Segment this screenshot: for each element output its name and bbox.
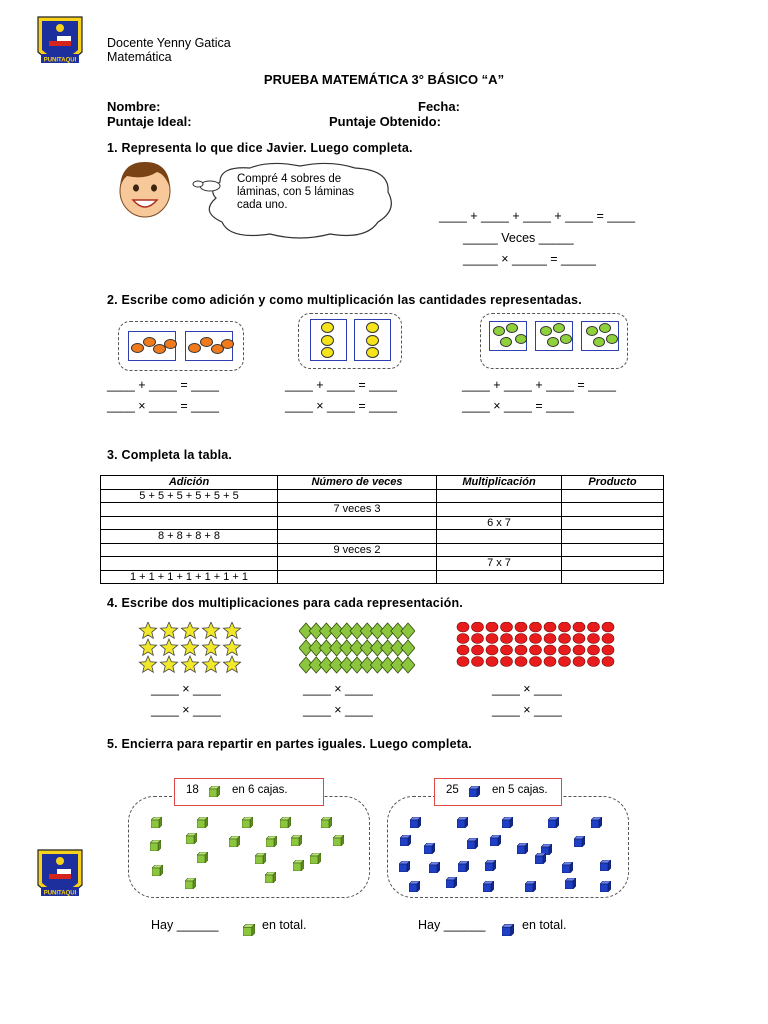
blue-cube-icon: [400, 833, 411, 851]
green-dot: [540, 326, 552, 336]
field-fecha: Fecha:: [418, 99, 460, 114]
green-cube-icon: [209, 786, 219, 796]
svg-text:PUNITAQUI: PUNITAQUI: [43, 890, 77, 897]
diamond-icon: [401, 623, 415, 639]
red-dot: [588, 634, 600, 644]
table-cell: 7 veces 3: [278, 503, 437, 517]
green-cube-icon: [151, 815, 162, 833]
red-dot: [486, 634, 498, 644]
green-cube-icon: [310, 851, 321, 869]
orange-dot: [164, 339, 177, 349]
left-label: en 6 cajas.: [232, 784, 288, 796]
school-logo: [35, 14, 85, 72]
blue-cube-icon: [424, 841, 435, 859]
right-count: 25: [446, 784, 459, 796]
red-dot: [501, 634, 513, 644]
green-dot: [493, 326, 505, 336]
question-4-title: 4. Escribe dos multiplicaciones para cada representación.: [107, 596, 463, 610]
green-cube-icon: [197, 850, 208, 868]
blue-cube-icon: [446, 875, 457, 893]
red-dot: [472, 622, 484, 632]
green-dot: [515, 334, 527, 344]
red-dot: [486, 645, 498, 655]
green-dot: [599, 323, 611, 333]
red-dot: [588, 645, 600, 655]
table-cell: 9 veces 2: [278, 543, 437, 557]
star-icon: [160, 656, 177, 672]
red-dot: [501, 657, 513, 667]
table-cell[interactable]: [562, 543, 664, 557]
red-dot: [573, 634, 585, 644]
green-cube-icon: [229, 834, 240, 852]
green-cube-icon: [243, 923, 254, 934]
table-cell[interactable]: [562, 516, 664, 530]
green-cube-icon: [280, 815, 291, 833]
left-count: 18: [186, 784, 199, 796]
red-dot: [457, 657, 469, 667]
subject-name: Matemática: [107, 50, 172, 64]
red-dot: [486, 657, 498, 667]
svg-text:PUNITAQUI: PUNITAQUI: [43, 57, 77, 64]
q4-c1-blank: ____ × ____: [492, 682, 562, 696]
q4-b1-blank: ____ × ____: [303, 682, 373, 696]
red-dot: [573, 657, 585, 667]
table-cell: 7 x 7: [437, 557, 562, 571]
red-dot: [544, 634, 556, 644]
teacher-name: Docente Yenny Gatica: [107, 36, 231, 50]
red-dot: [544, 622, 556, 632]
blue-cube-icon: [490, 833, 501, 851]
table-cell[interactable]: [437, 530, 562, 544]
yellow-dot: [321, 335, 334, 346]
q1-multiplication-blank: _____ × _____ = _____: [463, 252, 596, 266]
right-prompt-box: [434, 778, 562, 806]
table-cell[interactable]: [278, 489, 437, 503]
green-cube-icon: [265, 870, 276, 888]
blue-cube-icon: [467, 836, 478, 854]
star-icon: [202, 656, 219, 672]
green-cube-icon: [291, 833, 302, 851]
star-icon: [181, 622, 198, 638]
red-dot: [544, 645, 556, 655]
red-dot: [530, 622, 542, 632]
table-row: [101, 489, 664, 503]
field-puntaje-ideal: Puntaje Ideal:: [107, 114, 192, 129]
right-en-total: en total.: [522, 918, 567, 932]
g1-add-blank: ____ + ____ = ____: [107, 378, 219, 392]
red-dot: [559, 634, 571, 644]
diamond-icon: [401, 657, 415, 673]
blue-cube-icon: [548, 815, 559, 833]
star-icon: [139, 622, 156, 638]
blue-cube-icon: [458, 859, 469, 877]
table-cell[interactable]: [562, 570, 664, 584]
red-dot: [486, 622, 498, 632]
table-cell: 5 + 5 + 5 + 5 + 5 + 5: [101, 489, 278, 503]
red-dot: [602, 657, 614, 667]
table-cell[interactable]: [101, 503, 278, 517]
star-icon: [181, 639, 198, 655]
red-dot: [559, 622, 571, 632]
left-prompt-box: [174, 778, 324, 806]
red-dot: [602, 622, 614, 632]
red-dot: [530, 657, 542, 667]
table-cell[interactable]: [101, 557, 278, 571]
green-dot: [593, 337, 605, 347]
red-dot: [515, 634, 527, 644]
table-header-row: [101, 476, 664, 490]
red-dot: [530, 634, 542, 644]
table-cell[interactable]: [278, 557, 437, 571]
blue-cube-icon: [565, 876, 576, 894]
question-1-title: 1. Representa lo que dice Javier. Luego completa.: [107, 141, 413, 155]
table-cell[interactable]: [437, 570, 562, 584]
field-nombre: Nombre:: [107, 99, 161, 114]
red-dot: [472, 634, 484, 644]
red-dot: [559, 645, 571, 655]
star-icon: [202, 622, 219, 638]
table-row: [101, 530, 664, 544]
star-icon: [139, 639, 156, 655]
yellow-dot: [321, 322, 334, 333]
orange-dot: [188, 343, 201, 353]
table-cell[interactable]: [437, 503, 562, 517]
green-cube-icon: [186, 831, 197, 849]
red-dot: [515, 645, 527, 655]
question-2-title: 2. Escribe como adición y como multiplicación las cantidades representadas.: [107, 293, 582, 307]
table-cell[interactable]: [278, 530, 437, 544]
q4-a1-blank: ____ × ____: [151, 682, 221, 696]
table-row: [101, 543, 664, 557]
table-cell[interactable]: [562, 557, 664, 571]
red-dot: [544, 657, 556, 667]
green-cube-icon: [152, 863, 163, 881]
blue-cube-icon: [591, 815, 602, 833]
table-cell[interactable]: [437, 543, 562, 557]
col-producto: Producto: [562, 476, 664, 490]
red-dot: [530, 645, 542, 655]
table-cell[interactable]: [101, 543, 278, 557]
red-dot: [602, 645, 614, 655]
star-icon: [223, 639, 240, 655]
table-cell[interactable]: [278, 570, 437, 584]
q4-b2-blank: ____ × ____: [303, 703, 373, 717]
table-row: [101, 570, 664, 584]
table-row: [101, 503, 664, 517]
g3-mul-blank: ____ × ____ = ____: [462, 399, 574, 413]
completion-table: [100, 475, 664, 584]
red-dot: [559, 657, 571, 667]
field-puntaje-obtenido: Puntaje Obtenido:: [329, 114, 441, 129]
star-icon: [223, 656, 240, 672]
blue-cube-icon: [399, 859, 410, 877]
col-numero-veces: Número de veces: [278, 476, 437, 490]
star-icon: [181, 656, 198, 672]
question-5-title: 5. Encierra para repartir en partes iguales. Luego completa.: [107, 737, 472, 751]
q4-c2-blank: ____ × ____: [492, 703, 562, 717]
blue-cube-icon: [525, 879, 536, 897]
yellow-dot: [321, 347, 334, 358]
green-dot: [586, 326, 598, 336]
q1-addition-blank: ____ + ____ + ____ + ____ = ____: [439, 209, 636, 223]
orange-dot: [221, 339, 234, 349]
blue-cube-icon: [429, 860, 440, 878]
red-dots-array: [456, 622, 616, 670]
table-cell: 6 x 7: [437, 516, 562, 530]
star-icon: [202, 639, 219, 655]
red-dot: [501, 645, 513, 655]
green-cube-icon: [293, 858, 304, 876]
table-cell: 8 + 8 + 8 + 8: [101, 530, 278, 544]
col-adicion: Adición: [101, 476, 278, 490]
green-dot: [606, 334, 618, 344]
school-logo-bottom: [35, 847, 85, 905]
blue-cube-icon: [410, 815, 421, 833]
diamond-icon: [401, 640, 415, 656]
star-icon: [160, 622, 177, 638]
red-dot: [472, 645, 484, 655]
star-icon: [160, 639, 177, 655]
green-dot: [500, 337, 512, 347]
col-multiplicacion: Multiplicación: [437, 476, 562, 490]
q4-a2-blank: ____ × ____: [151, 703, 221, 717]
red-dot: [588, 622, 600, 632]
green-cube-icon: [333, 833, 344, 851]
left-en-total: en total.: [262, 918, 307, 932]
right-label: en 5 cajas.: [492, 784, 548, 796]
red-dot: [457, 634, 469, 644]
yellow-dot: [366, 322, 379, 333]
green-dot: [506, 323, 518, 333]
green-cube-icon: [150, 838, 161, 856]
blue-cube-icon: [574, 834, 585, 852]
red-dot: [573, 645, 585, 655]
bubble-text: Compré 4 sobres de láminas, con 5 láminas cada uno.: [237, 173, 354, 211]
blue-cube-icon: [600, 858, 611, 876]
blue-cube-icon: [469, 786, 479, 796]
table-cell[interactable]: [562, 489, 664, 503]
red-dot: [573, 622, 585, 632]
blue-cube-icon: [457, 815, 468, 833]
yellow-dot: [366, 335, 379, 346]
g1-mul-blank: ____ × ____ = ____: [107, 399, 219, 413]
table-row: [101, 516, 664, 530]
table-cell[interactable]: [437, 489, 562, 503]
blue-cube-icon: [485, 858, 496, 876]
star-icon: [223, 622, 240, 638]
red-dot: [501, 622, 513, 632]
green-dot: [560, 334, 572, 344]
blue-cube-icon: [502, 815, 513, 833]
red-dot: [602, 634, 614, 644]
diamonds-array: [299, 622, 415, 674]
red-dot: [457, 622, 469, 632]
green-cube-icon: [255, 851, 266, 869]
blue-cube-icon: [600, 879, 611, 897]
left-hay-blank: Hay ______: [151, 918, 219, 932]
blue-cube-icon: [409, 879, 420, 897]
question-3-title: 3. Completa la tabla.: [107, 448, 233, 462]
blue-cube-icon: [483, 879, 494, 897]
green-dot: [547, 337, 559, 347]
red-dot: [588, 657, 600, 667]
green-cube-icon: [266, 834, 277, 852]
table-cell[interactable]: [101, 516, 278, 530]
green-cube-icon: [321, 815, 332, 833]
q1-veces-blank: _____ Veces _____: [463, 231, 574, 245]
red-dot: [515, 622, 527, 632]
orange-dot: [131, 343, 144, 353]
red-dot: [457, 645, 469, 655]
star-icon: [139, 656, 156, 672]
green-cube-icon: [197, 815, 208, 833]
red-dot: [515, 657, 527, 667]
boy-face-icon: [115, 158, 175, 220]
table-cell[interactable]: [562, 530, 664, 544]
table-cell[interactable]: [278, 516, 437, 530]
table-cell: 1 + 1 + 1 + 1 + 1 + 1 + 1: [101, 570, 278, 584]
red-dot: [472, 657, 484, 667]
green-cube-icon: [242, 815, 253, 833]
blue-cube-icon: [535, 851, 546, 869]
yellow-dot: [366, 347, 379, 358]
table-row: [101, 557, 664, 571]
right-hay-blank: Hay ______: [418, 918, 486, 932]
blue-cube-icon: [517, 841, 528, 859]
g2-add-blank: ____ + ____ = ____: [285, 378, 397, 392]
blue-cube-icon: [502, 923, 513, 934]
green-dot: [553, 323, 565, 333]
g3-add-blank: ____ + ____ + ____ = ____: [462, 378, 616, 392]
table-cell[interactable]: [562, 503, 664, 517]
g2-mul-blank: ____ × ____ = ____: [285, 399, 397, 413]
page-title: PRUEBA MATEMÁTICA 3° BÁSICO “A”: [263, 72, 505, 87]
green-cube-icon: [185, 876, 196, 894]
stars-array: [138, 622, 244, 674]
